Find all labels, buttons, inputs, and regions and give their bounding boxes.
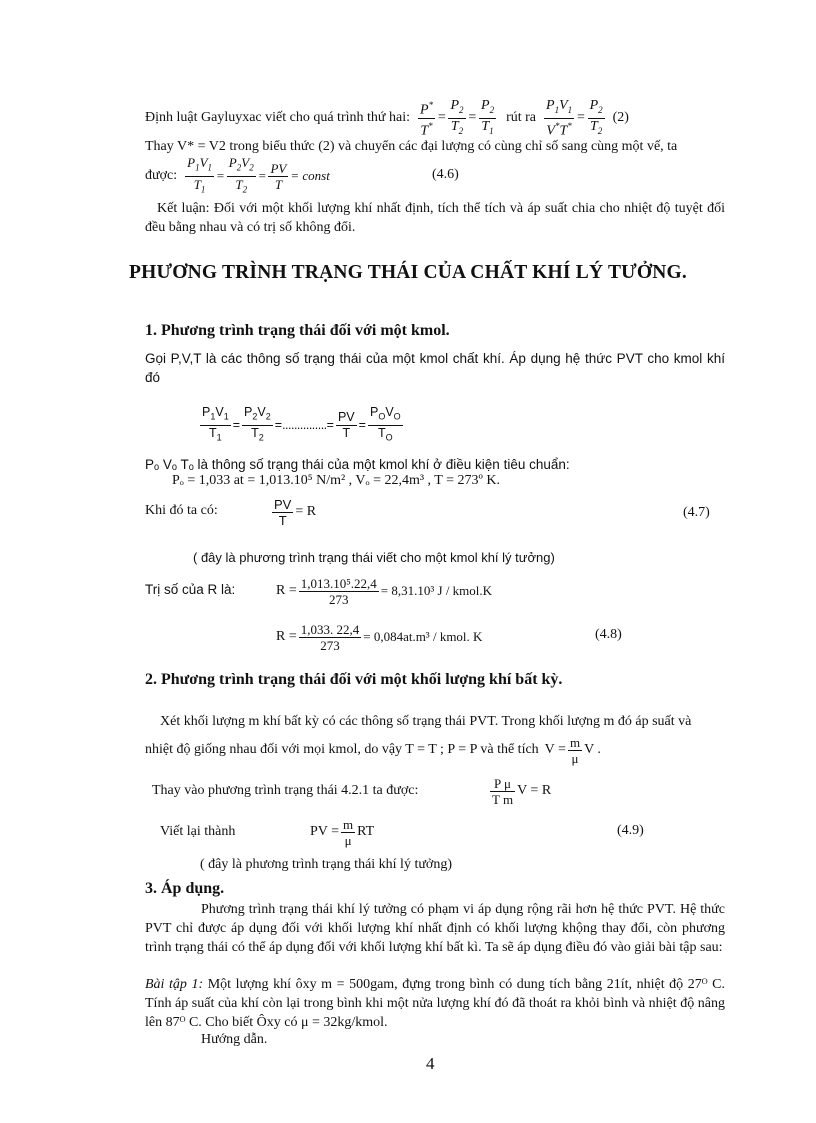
const-text: = const bbox=[290, 168, 330, 183]
section2-heading: 2. Phương trình trạng thái đối với một khối lượng khí bất kỳ. bbox=[145, 671, 563, 688]
substituted-formula: $\frac{\text{P μ}}{\text{T m}}$ V = R bbox=[492, 775, 552, 807]
we-have-label: Khi đó ta có: bbox=[145, 503, 218, 518]
exercise-label: Bài tập 1: bbox=[145, 977, 204, 992]
substitute-text: Thay V* = V2 trong biểu thức (2) và chuyển các đại lượng có cùng chỉ số sang cùng một vế, ta bbox=[145, 139, 678, 154]
section2-substitute: Thay vào phương trình trạng thái 4.2.1 ta được: bbox=[152, 783, 419, 798]
r-formula-1: R = $\frac{\text{1,013.10⁵.22,4}}{273}$ = 8,31.10³ J / kmol.K bbox=[276, 575, 493, 607]
page-number: 4 bbox=[426, 1054, 435, 1073]
section3-heading: 3. Áp dụng. bbox=[145, 880, 225, 897]
eq46-label: (4.6) bbox=[432, 167, 459, 182]
eq49-note: ( đây là phương trình trạng thái khí lý tưởng) bbox=[200, 857, 452, 872]
eq47-note: ( đây là phương trình trạng thái viết cho một kmol khí lý tưởng) bbox=[193, 550, 555, 565]
conclusion-text: Kết luận: Đối với một khối lượng khí nhất định, tích thể tích và áp suất chia cho nhiệt độ tuyệt đối đều bằng nhau và có trị số không đổi. bbox=[145, 201, 725, 235]
eq48-label: (4.8) bbox=[595, 627, 622, 642]
section2-para2: nhiệt độ giống nhau đối với mọi kmol, do vậy T = T ; P = P và thể tích bbox=[145, 742, 539, 757]
eq49-label: (4.9) bbox=[617, 823, 644, 838]
gay-lussac-text: Định luật Gayluyxac viết cho quá trình thứ hai: bbox=[145, 110, 410, 125]
eq46-formula: $\frac{P_1V_1}{T_1}$ = $\frac{P_2V_2}{T_2}$ = $\frac{PV}{T}$ = const bbox=[187, 154, 330, 195]
section2-para1: Xét khối lượng m khí bất kỳ có các thông số trạng thái PVT. Trong khối lượng m đó áp suất và bbox=[160, 714, 692, 729]
standard-text: Pₒ Vₒ Tₒ là thông số trạng thái của một kmol khí ở điều kiện tiêu chuẩn: bbox=[145, 457, 570, 472]
pvt-dots: ............... bbox=[282, 418, 327, 432]
guide-text: Hướng dẫn. bbox=[201, 1032, 268, 1047]
exercise-text: Một lượng khí ôxy m = 500gam, đựng trong bình có dung tích bằng 21ít, nhiệt độ 27ᴼ C. Tính áp suất của khí còn lại trong bình khi một nửa lượng khí đó đã thoát ra khỏi bình và nhiệt độ nâng lên 87ᴼ C. Cho biết Ôxy có μ = 32kg/kmol. bbox=[145, 977, 725, 1030]
eq47-label: (4.7) bbox=[683, 505, 710, 520]
r1-denominator: 273 bbox=[329, 591, 349, 607]
eq2-label: (2) bbox=[612, 110, 629, 125]
r2-numerator: 1,033. 22,4 bbox=[300, 621, 360, 637]
r1-numerator: 1,013.10⁵.22,4 bbox=[300, 575, 377, 591]
section3-para: Phương trình trạng thái khí lý tưởng có phạm vi áp dụng rộng rãi hơn hệ thức PVT. Hệ thức PVT chỉ được áp dụng đối với khối lượng khí nhất định có khối lượng khộng thay đổi, còn phương trình trạng thái có thể áp dụng đối với khối lượng khí bất kì. Ta sẽ áp dụng điều đó vào giải bài tập sau: bbox=[145, 902, 725, 955]
r2-denominator: 273 bbox=[320, 637, 340, 653]
r2-result: = 0,084at.m³ / kmol. K bbox=[363, 629, 483, 644]
exercise-block bbox=[145, 975, 725, 1032]
gay-lussac-conclude: rút ra bbox=[506, 110, 536, 125]
gay-lussac-result-formula: $\frac{P_1V_1}{V^*T^*}$ = $\frac{P_2}{T_2}$ bbox=[546, 97, 603, 139]
r-formula-2: R = $\frac{1,033. 22,4}{273}$ = 0,084at.m³ / kmol. K bbox=[276, 621, 483, 653]
r1-result: = 8,31.10³ J / kmol.K bbox=[380, 583, 493, 598]
r-value-label: Trị số của R là: bbox=[145, 582, 236, 597]
eq47-rhs: = R bbox=[295, 504, 317, 519]
got-label: được: bbox=[145, 168, 178, 183]
section2-rewrite: Viết lại thành bbox=[160, 824, 236, 839]
eq46-line bbox=[145, 155, 330, 197]
standard-values: Pₒ = 1,033 at = 1,013.10⁵ N/m² , Vₒ = 22,4m³ , T = 273º K. bbox=[172, 473, 500, 488]
section1-heading: 1. Phương trình trạng thái đối với một kmol. bbox=[145, 322, 450, 339]
pvt-chain-formula: $\frac{P_1V_1}{T_1}$ = $\frac{P_2V_2}{T_2}$ = ............... = $\frac{PV}{T}$ = $\frac{P_OV_O}{T_O}$ bbox=[202, 405, 401, 442]
eq49-formula: PV = $\frac{m}{\mu}$ RT bbox=[310, 816, 375, 848]
gay-lussac-formula: $\frac{P^*}{T^*}$ = $\frac{P_2}{T_2}$ = $\frac{P_2}{T_1}$ bbox=[419, 97, 495, 139]
section1-intro: Gọi P,V,T là các thông số trạng thái của một kmol chất khí. Áp dụng hệ thức PVT cho kmol khí đó bbox=[145, 351, 725, 385]
page-title: PHƯƠNG TRÌNH TRẠNG THÁI CỦA CHẤT KHÍ LÝ TƯỞNG. bbox=[129, 262, 687, 283]
eq47-formula: $\frac{PV}{T}$ = R bbox=[274, 496, 317, 528]
gay-lussac-line bbox=[145, 96, 629, 140]
section2-para2-line bbox=[145, 730, 601, 770]
volume-formula: V = $\frac{m}{\mu}$ V . bbox=[544, 734, 601, 766]
